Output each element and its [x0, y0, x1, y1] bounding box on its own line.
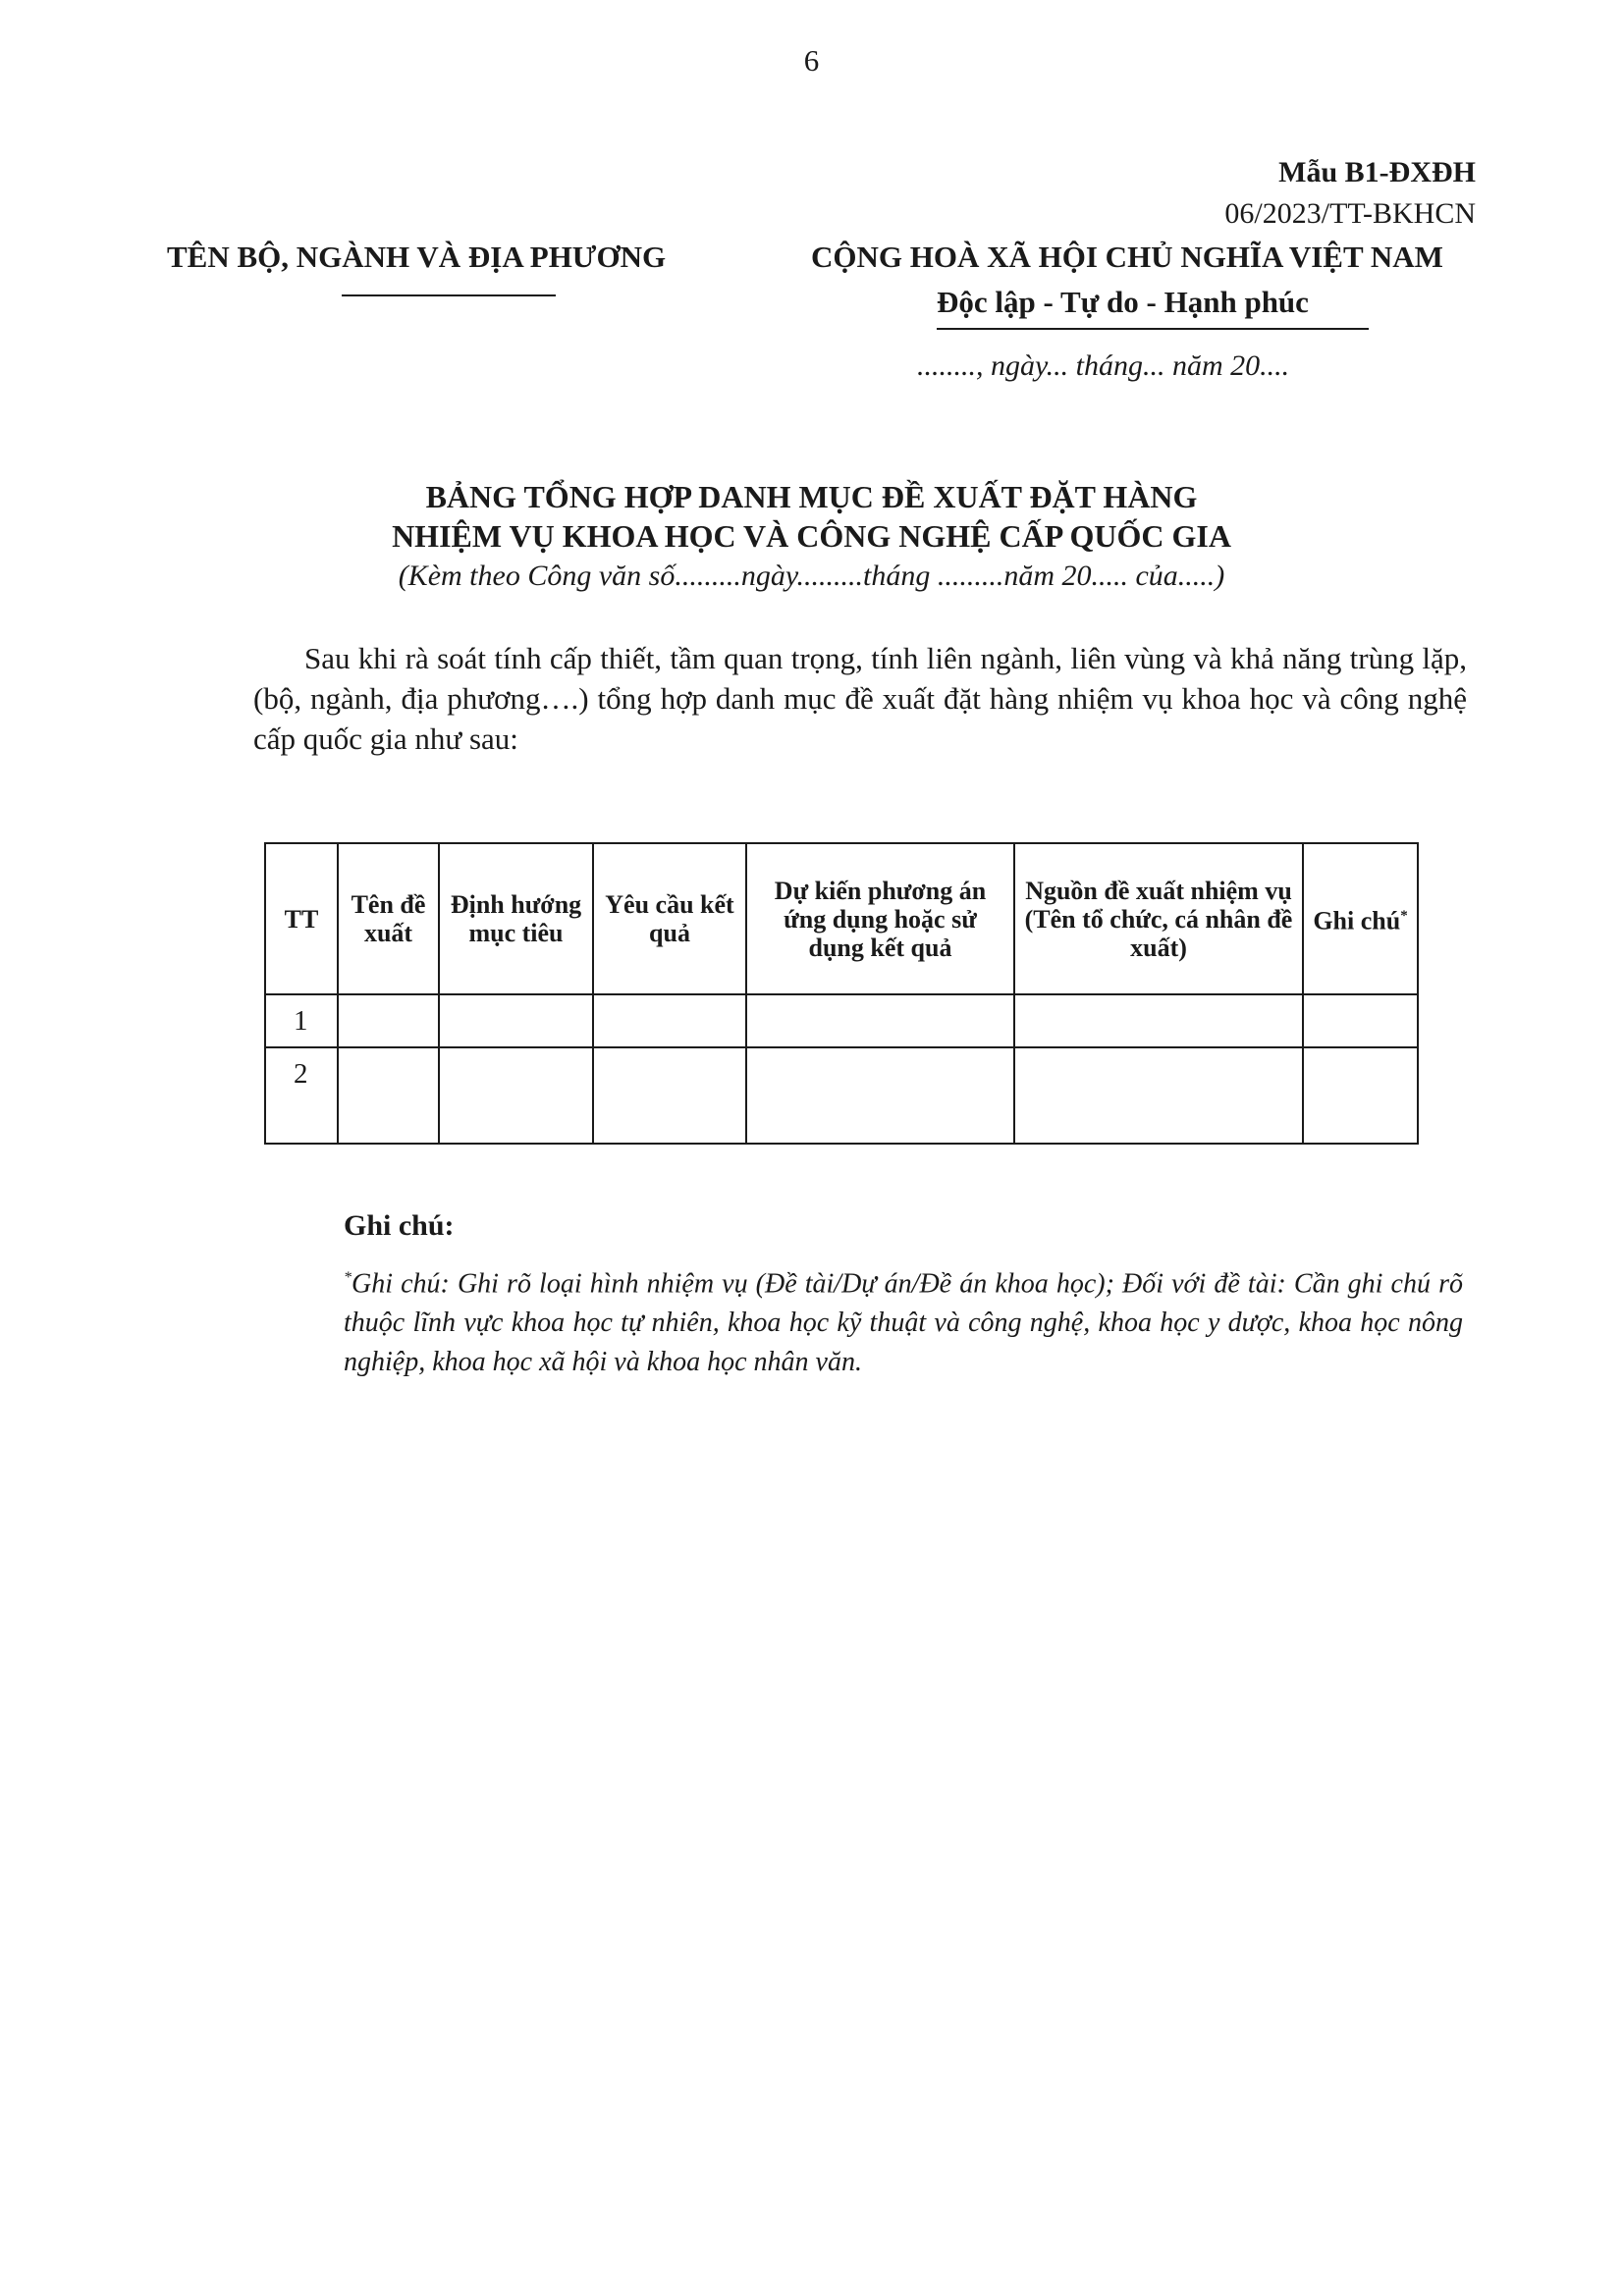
header-cell-tt: TT	[265, 843, 338, 994]
intro-paragraph: Sau khi rà soát tính cấp thiết, tầm quan trọng, tính liên ngành, liên vùng và khả năng trùng lặp, (bộ, ngành, địa phương….) tổng hợp danh mục đề xuất đặt hàng nhiệm vụ khoa học và công nghệ cấp quốc gia như sau:	[253, 641, 1467, 756]
row-number: 1	[265, 994, 338, 1047]
table-cell	[338, 994, 439, 1047]
table-cell	[1303, 1047, 1418, 1144]
header-cell-proposal-source: Nguồn đề xuất nhiệm vụ (Tên tổ chức, cá nhân đề xuất)	[1014, 843, 1303, 994]
motto-underline	[937, 328, 1369, 330]
header-note-mark: *	[1400, 908, 1408, 925]
ministry-name: TÊN BỘ, NGÀNH VÀ ĐỊA PHƯƠNG	[167, 240, 667, 274]
national-motto: Độc lập - Tự do - Hạnh phúc	[937, 285, 1309, 319]
notes-text: Ghi chú: Ghi rõ loại hình nhiệm vụ (Đề tài/Dự án/Đề án khoa học); Đối với đề tài: Cần ghi chú rõ thuộc lĩnh vực khoa học tự nhiên, khoa học kỹ thuật và công nghệ, khoa học y dược, khoa học nông nghiệp, khoa học xã hội và khoa học nhân văn.	[344, 1268, 1463, 1378]
header-cell-result-requirement: Yêu cầu kết quả	[593, 843, 746, 994]
table-cell	[593, 994, 746, 1047]
table-cell	[1303, 994, 1418, 1047]
notes-body	[344, 1258, 1463, 1382]
notes-heading: Ghi chú:	[344, 1209, 455, 1242]
header-cell-objective: Định hướng mục tiêu	[439, 843, 593, 994]
table-cell	[338, 1047, 439, 1144]
table-cell	[1014, 1047, 1303, 1144]
national-title: CỘNG HOÀ XÃ HỘI CHỦ NGHĨA VIỆT NAM	[811, 240, 1443, 274]
table-cell	[439, 994, 593, 1047]
header-cell-note	[1303, 843, 1418, 994]
table-cell	[1014, 994, 1303, 1047]
header-note-label: Ghi chú	[1313, 906, 1401, 935]
header-cell-application-plan: Dự kiến phương án ứng dụng hoặc sử dụng kết quả	[746, 843, 1014, 994]
row-number: 2	[265, 1047, 338, 1144]
page-number: 6	[803, 43, 820, 78]
table-cell	[593, 1047, 746, 1144]
table-cell	[439, 1047, 593, 1144]
table-header-row	[265, 843, 1418, 994]
table-row	[265, 994, 1418, 1047]
proposal-summary-table	[264, 842, 1419, 1145]
form-code: Mẫu B1-ĐXĐH	[1278, 156, 1476, 188]
attachment-reference: (Kèm theo Công văn số.........ngày.........tháng .........năm 20..... của.....)	[398, 560, 1225, 592]
table-row	[265, 1047, 1418, 1144]
form-code-block	[1224, 152, 1476, 235]
circular-number: 06/2023/TT-BKHCN	[1224, 197, 1476, 230]
header-cell-proposal-name: Tên đề xuất	[338, 843, 439, 994]
document-title-line-2: NHIỆM VỤ KHOA HỌC VÀ CÔNG NGHỆ CẤP QUỐC GIA	[392, 518, 1231, 554]
table-cell	[746, 1047, 1014, 1144]
ministry-underline	[342, 294, 556, 296]
date-line: ........, ngày... tháng... năm 20....	[917, 349, 1290, 382]
table-cell	[746, 994, 1014, 1047]
document-title-line-1: BẢNG TỔNG HỢP DANH MỤC ĐỀ XUẤT ĐẶT HÀNG	[425, 479, 1198, 514]
note-mark: *	[344, 1269, 352, 1286]
